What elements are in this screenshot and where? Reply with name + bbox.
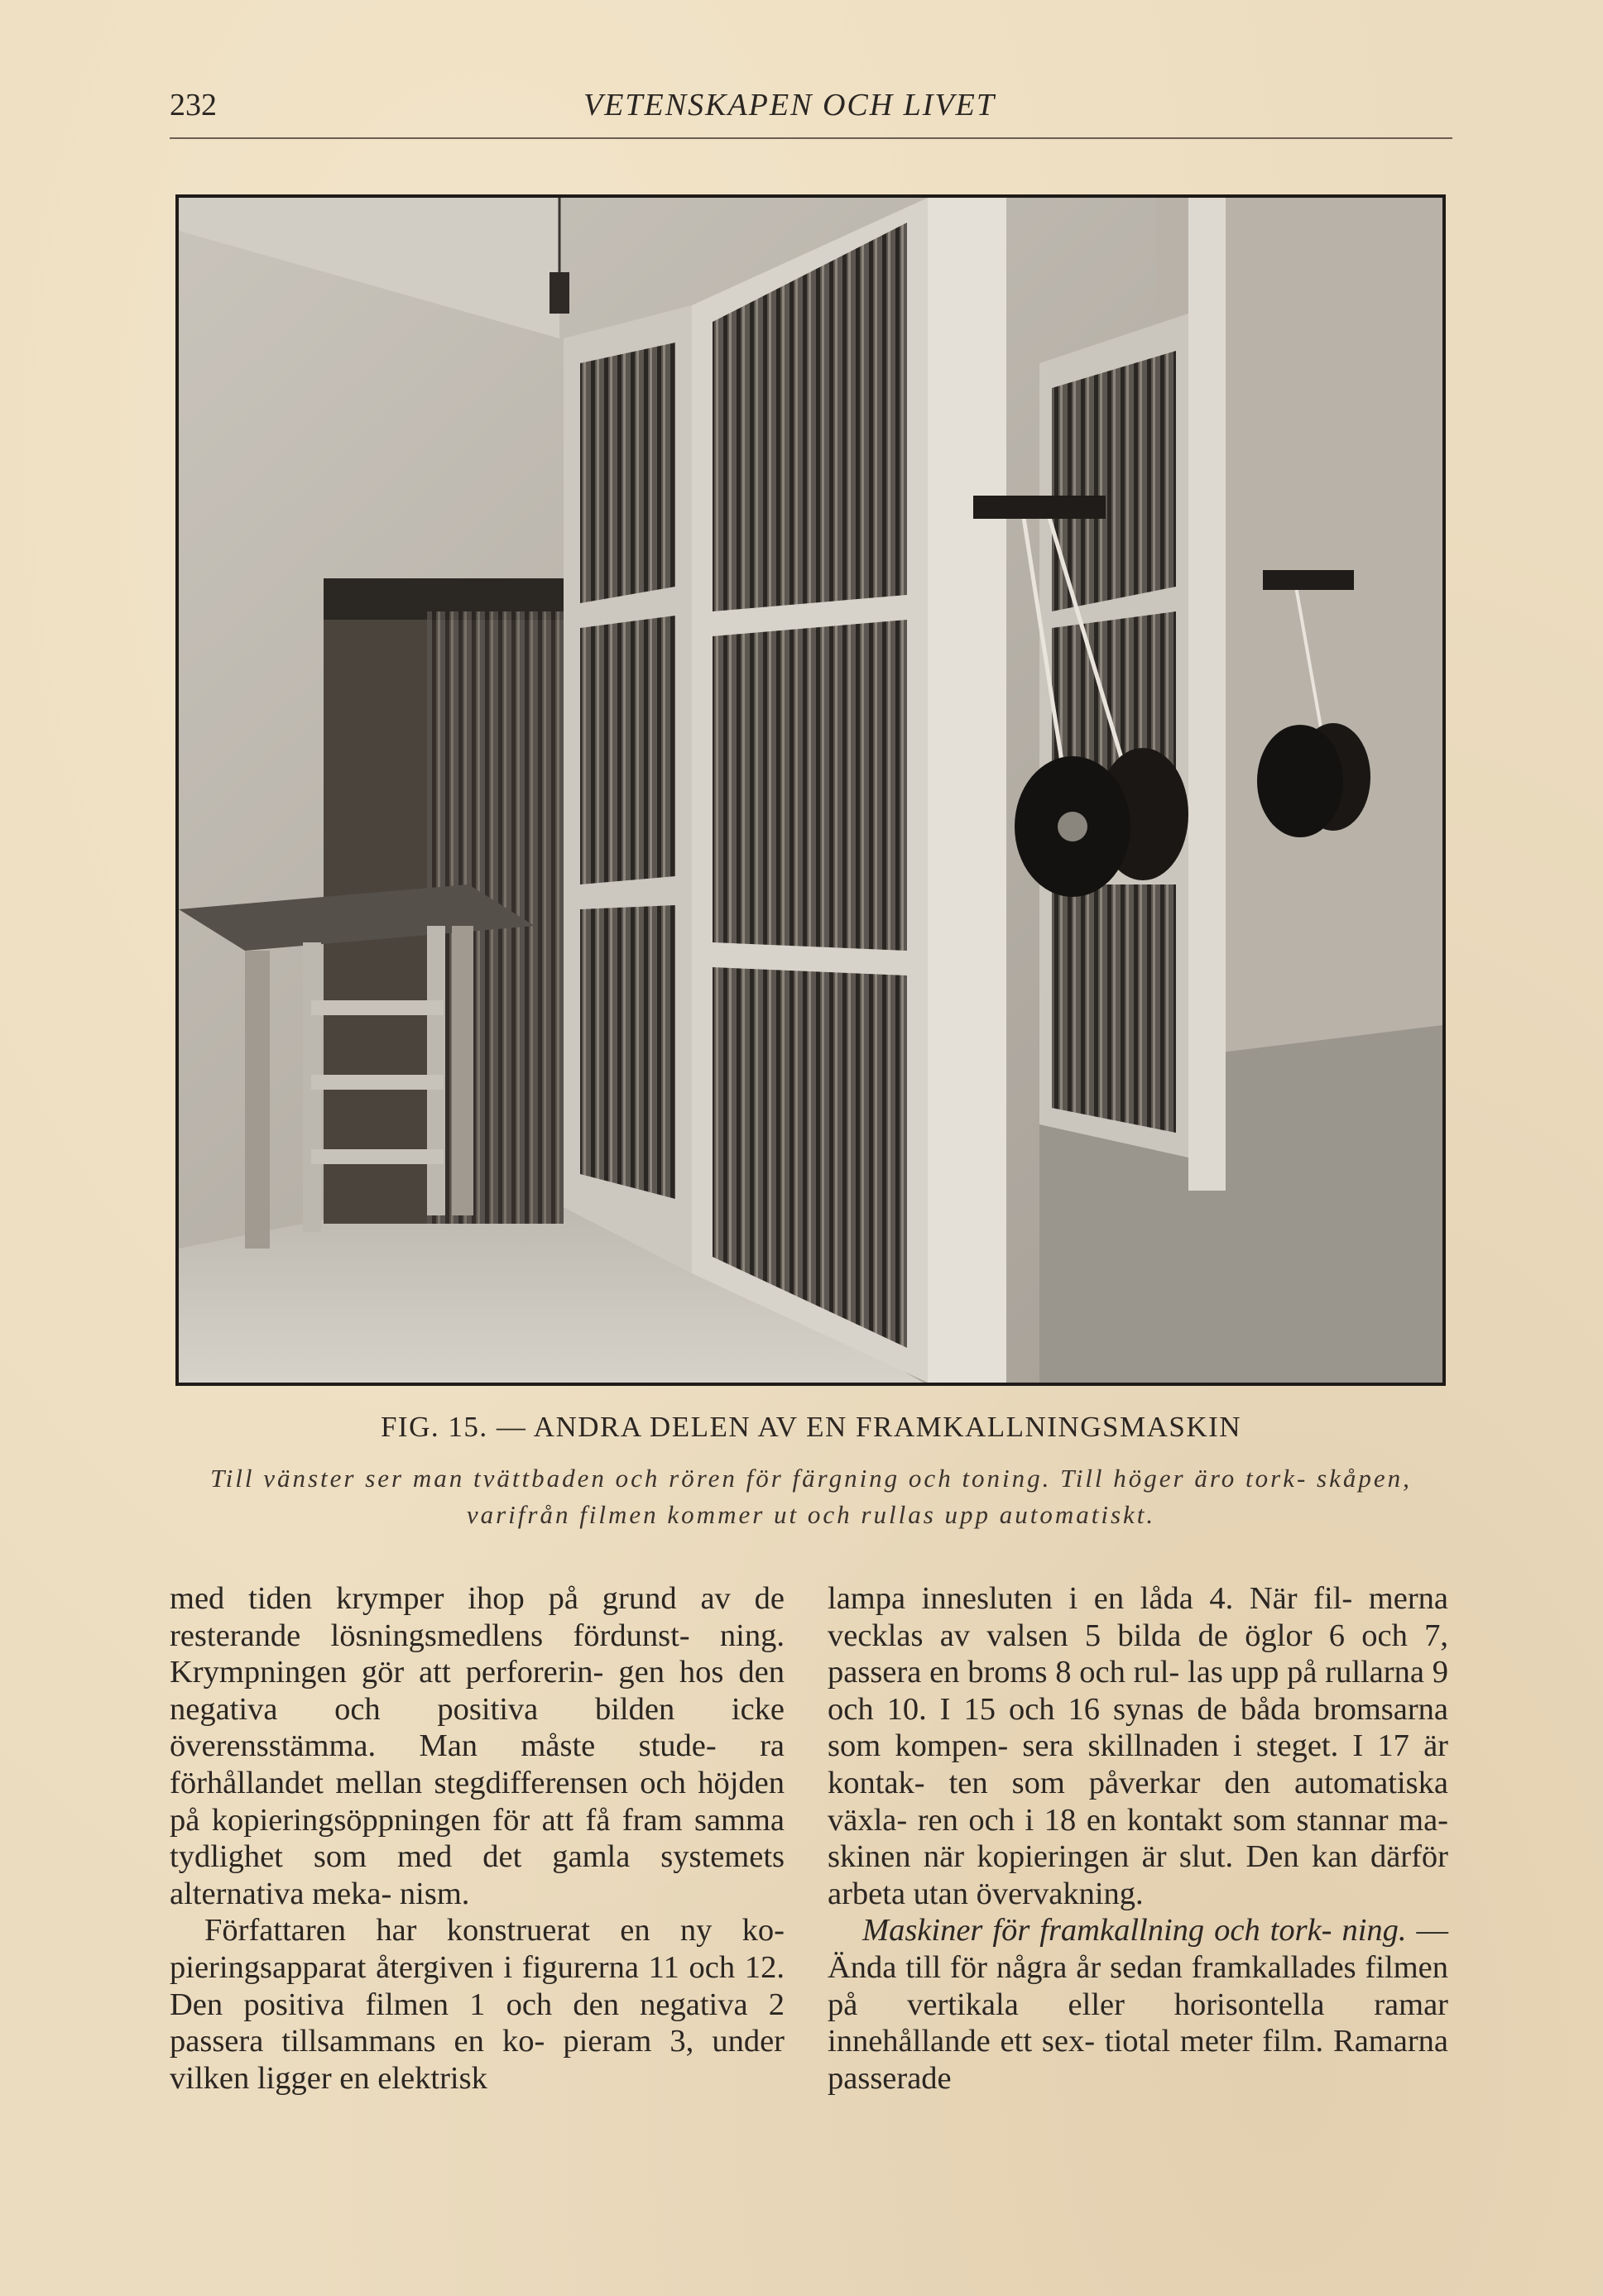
- paragraph: — Ända till för några år sedan framkallades filmen på vertikala eller horisontella ramar innehållande ett sex- tiotal meter film. Ramarna passerade: [828, 1913, 1449, 2096]
- paragraph: Författaren har konstruerat en ny ko- pieringsapparat återgiven i figurerna 11 och 12. Den positiva filmen 1 och den negativa 2 passera tillsammans en ko- pieram 3, under vilken ligger en elektrisk: [170, 1913, 785, 2096]
- figure-photo: [175, 194, 1446, 1386]
- figure-caption: Till vänster ser man tvättbaden och rören för färgning och toning. Till höger äro tork- skåpen, varifrån filmen kommer ut och rullas upp automatiskt.: [210, 1464, 1412, 1529]
- page-header: [170, 87, 1452, 137]
- section-heading: Maskiner för framkallning och tork- ning.: [862, 1913, 1407, 1948]
- paragraph: lampa innesluten i en låda 4. När fil- merna vecklas av valsen 5 bilda de öglor 6 och 7, passera en broms 8 och rul- las upp på rullarna 9 och 10. I 15 och 16 synas de båda bromsarna som kompen- sera skillnaden i steget. I 17 är kontak- ten som påverkar den automatiska växla- ren och i 18 en kontakt som stannar ma- skinen när kopieringen är slut. Den kan därför arbeta utan övervakning.: [828, 1581, 1448, 1911]
- developing-machine-photo: [179, 198, 1442, 1383]
- figure-label: FIG. 15. — ANDRA DELEN AV EN FRAMKALLNINGSMASKIN: [380, 1411, 1242, 1443]
- running-title: VETENSKAPEN OCH LIVET: [583, 88, 996, 122]
- paragraph: med tiden krymper ihop på grund av de resterande lösningsmedlens fördunst- ning. Krympningen gör att perforerin- gen hos den negativa och positiva bilden icke överensstämma. Man måste stude- ra förhållandet mellan stegdifferensen och höjden på kopieringsöppningen för att få fram samma tydlighet som med det gamla systemets alternativa meka- nism.: [170, 1581, 785, 1911]
- text-column-left: [170, 1580, 785, 2097]
- header-rule: [170, 137, 1452, 139]
- page-number: 232: [170, 88, 217, 122]
- text-column-right: [828, 1580, 1448, 2097]
